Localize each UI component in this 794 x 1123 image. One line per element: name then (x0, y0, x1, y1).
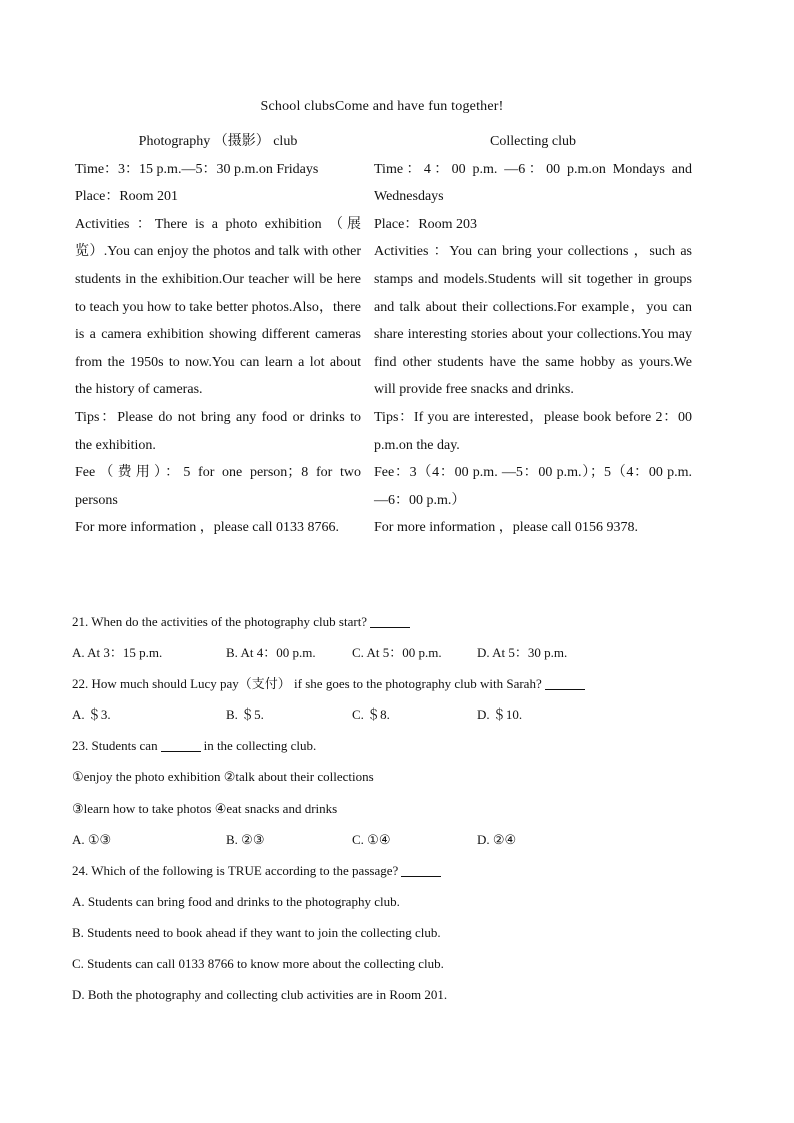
collecting-contact: For more information ，please call 0156 9378. (374, 520, 638, 536)
photography-place: Place：Room 201 (75, 189, 179, 205)
photography-club-heading: Photography （摄影） club (138, 134, 298, 149)
collecting-fee: Fee：3（4：00 p.m. —5：00 p.m.）；5（4：00 p.m. —6：00 p.m.） (374, 465, 692, 508)
question-23-text-before: 23. Students can (72, 738, 158, 754)
collecting-club-column (374, 128, 692, 542)
question-24-text: 24. Which of the following is TRUE according to the passage? (72, 862, 399, 878)
collecting-club-heading: Collecting club (490, 134, 576, 149)
question-23-options (72, 824, 732, 855)
question-21-text: 21. When do the activities of the photography club start? (72, 614, 368, 629)
answer-blank-23[interactable] (161, 737, 201, 752)
answer-blank-21[interactable] (370, 613, 410, 628)
photography-activities: Activities ：There is a photo exhibition （展览）.You can enjoy the photos and talk with other students in the exhibition.Our teacher will be here to teach you how to take better photos.Also，there is a camera exhibition showing different cameras from the 1950s to now.You can learn a lot about the history of cameras. (75, 216, 361, 398)
option-24-c[interactable]: C. Students can call 0133 8766 to know more about the collecting club. (72, 956, 444, 972)
photography-club-column (75, 128, 361, 542)
option-24-a[interactable]: A. Students can bring food and drinks to the photography club. (72, 893, 400, 909)
question-23 (72, 730, 732, 761)
option-21-d[interactable]: D. At 5：30 p.m. (477, 645, 568, 661)
option-21-b[interactable]: B. At 4：00 p.m. (226, 645, 316, 661)
collecting-time: Time：4：00 p.m. —6：00 p.m.on Mondays and Wednesdays (374, 161, 692, 205)
option-23-a[interactable]: A. ①③ (72, 831, 112, 847)
option-24-b[interactable]: B. Students need to book ahead if they want to join the collecting club. (72, 924, 441, 940)
question-24 (72, 855, 732, 886)
option-23-b[interactable]: B. ②③ (226, 831, 265, 847)
option-22-b[interactable]: B. ＄5. (226, 707, 264, 723)
option-23-c[interactable]: C. ①④ (352, 831, 391, 847)
question-21-options (72, 637, 732, 668)
option-22-c[interactable]: C. ＄8. (352, 707, 390, 723)
option-24-d[interactable]: D. Both the photography and collecting club activities are in Room 201. (72, 987, 448, 1003)
photography-tips: Tips：Please do not bring any food or drinks to the exhibition. (75, 409, 361, 453)
question-22-options (72, 699, 732, 730)
photography-contact: For more information ，please call 0133 8766. (75, 520, 339, 536)
answer-blank-24[interactable] (401, 862, 441, 877)
option-21-c[interactable]: C. At 5：00 p.m. (352, 645, 442, 661)
question-23-text-after: in the collecting club. (203, 738, 317, 754)
option-23-d[interactable]: D. ②④ (477, 831, 517, 847)
photography-fee: Fee（费用）：5 for one person；8 for two persons (75, 465, 361, 508)
photography-time: Time：3：15 p.m.—5：30 p.m.on Fridays (75, 161, 319, 177)
page-title: School clubsCome and have fun together! (260, 99, 504, 114)
option-22-a[interactable]: A. ＄3. (72, 707, 111, 723)
question-23-items-1: ①enjoy the photo exhibition ②talk about their collections (72, 769, 374, 785)
option-22-d[interactable]: D. ＄10. (477, 707, 523, 723)
collecting-tips: Tips：If you are interested，please book before 2：00 p.m.on the day. (374, 409, 692, 453)
collecting-place: Place：Room 203 (374, 216, 478, 232)
option-21-a[interactable]: A. At 3：15 p.m. (72, 645, 163, 661)
collecting-activities: Activities ：You can bring your collections ，such as stamps and models.Students will sit together in groups and talk about their collections.For example，you can share interesting stories about your collections.You may find other students have the same hobby as yours.We will provide free snacks and drinks. (374, 244, 692, 398)
question-22-text: 22. How much should Lucy pay（支付） if she goes to the photography club with Sarah? (72, 676, 542, 692)
question-21 (72, 606, 732, 637)
answer-blank-22[interactable] (545, 675, 585, 690)
question-23-items-2: ③learn how to take photos ④eat snacks and drinks (72, 800, 338, 816)
question-22 (72, 668, 732, 699)
questions-section (72, 606, 732, 1010)
